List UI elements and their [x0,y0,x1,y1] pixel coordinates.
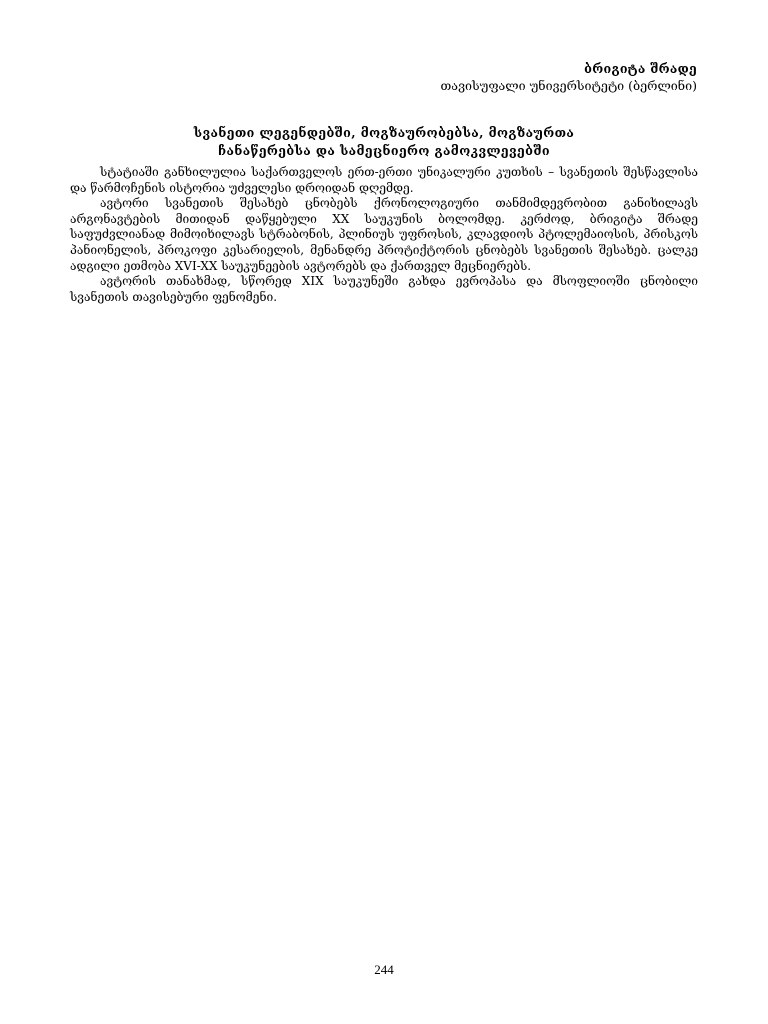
article-title-line-2: ჩანაწერებსა და სამეცნიერო გამოკვლევებში [218,143,550,158]
author-name: ბრიგიტა შრადე [584,61,697,76]
abstract-paragraph-2: ავტორი სვანეთის შესახებ ცნობებს ქრონოლოგიური თანმიმდევრობით განიხილავს არგონავტების მითიდან დაწყებული XX საუკუნის ბოლომდე. კერძოდ, ბრიგიტა შრადე საფუძვლიანად მიმოიხილავს სტრაბონის, პლინიუს უფროსის, კლავდიოს პტოლემაიოსის, პრისკოს პანიონელის, პროკოფი კესარიელის, მენანდრე პროტიქტორის ცნობებს სვანეთის შესახებ. ცალკე ადგილი ეთმობა XVI-XX საუკუნეების ავტორებს და ქართველ მეცნიერებს. [70,196,698,273]
article-title-line-1: სვანეთი ლეგენდებში, მოგზაურობებსა, მოგზაურთა [193,125,575,140]
author-block [441,60,697,94]
article-title [0,124,768,160]
page-number: 244 [374,962,394,977]
abstract-text [70,165,698,305]
abstract-paragraph-1: სტატიაში განხილულია საქართველოს ერთ-ერთი უნიკალური კუთხის – სვანეთის შესწავლისა და წარმოჩენის ისტორია უძველესი დროიდან დღემდე. [70,165,698,195]
abstract-paragraph-3: ავტორის თანახმად, სწორედ XIX საუკუნეში გახდა ევროპასა და მსოფლიოში ცნობილი სვანეთის თავისებური ფენომენი. [70,274,698,304]
author-affiliation: თავისუფალი უნივერსიტეტი (ბერლინი) [440,78,697,93]
